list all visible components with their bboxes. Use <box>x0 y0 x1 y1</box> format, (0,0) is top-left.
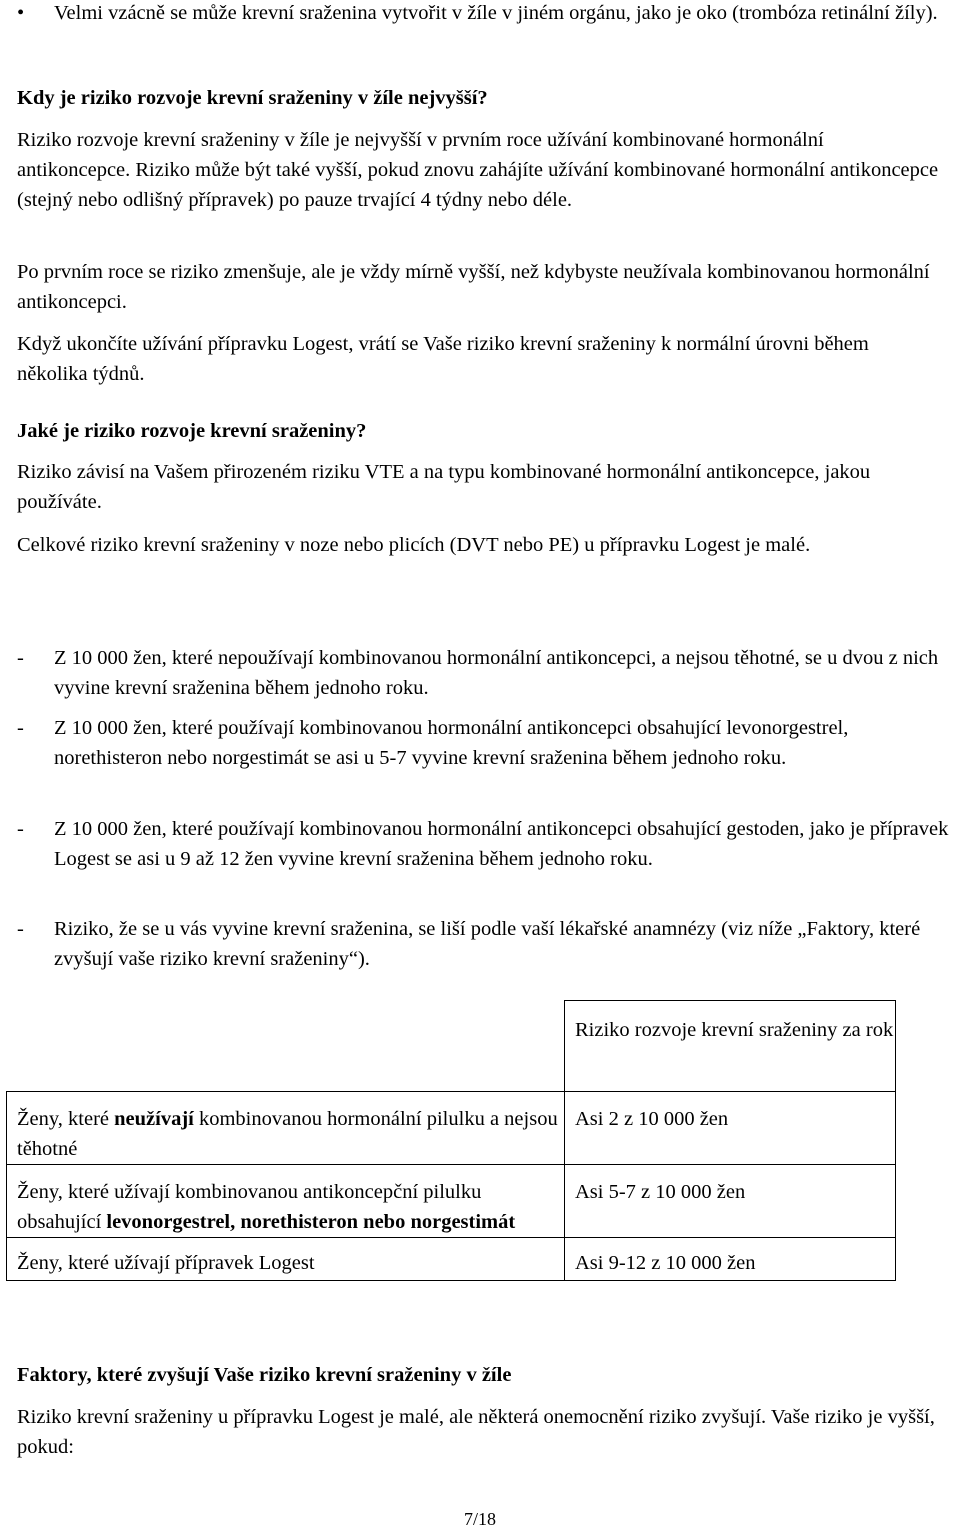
table-cell-risk: Asi 5-7 z 10 000 žen <box>565 1165 896 1238</box>
heading-risk-factors: Faktory, které zvyšují Vaše riziko krevní sraženiny v žíle <box>17 1364 512 1386</box>
paragraph-risk-stop: Když ukončíte užívání přípravku Logest, vrátí se Vaše riziko krevní sraženiny k normální úrovni během několika týdnů. <box>17 333 869 385</box>
paragraph-overall-risk: Celkové riziko krevní sraženiny v noze nebo plicích (DVT nebo PE) u přípravku Logest je malé. <box>17 534 811 556</box>
list-item-text: Riziko, že se u vás vyvine krevní sraženina, se liší podle vaší lékařské anamnézy (viz níže „Faktory, které zvyšují vaše riziko krevní sraženiny“). <box>54 918 921 970</box>
list-item-text: Z 10 000 žen, které nepoužívají kombinovanou hormonální antikoncepci, a nejsou těhotné, se u dvou z nich vyvine krevní sraženina během jednoho roku. <box>54 647 939 699</box>
table-cell-group: Ženy, které neužívají kombinovanou hormonální pilulku a nejsou těhotné <box>7 1092 565 1165</box>
dash-icon: - <box>17 717 24 739</box>
table-row <box>7 1238 896 1281</box>
paragraph-risk-factors-intro: Riziko krevní sraženiny u přípravku Logest je malé, ale některá onemocnění riziko zvyšují. Vaše riziko je vyšší, pokud: <box>17 1406 935 1458</box>
table-row <box>7 1092 896 1165</box>
page-number: 7/18 <box>463 1509 496 1529</box>
heading-highest-risk: Kdy je riziko rozvoje krevní sraženiny v žíle nejvyšší? <box>17 87 488 109</box>
dash-icon: - <box>17 647 24 669</box>
paragraph-risk-depends: Riziko závisí na Vašem přirozeném riziku VTE a na typu kombinované hormonální antikoncepce, jakou používáte. <box>17 461 871 513</box>
dash-icon: - <box>17 918 24 940</box>
paragraph-risk-after-first-year: Po prvním roce se riziko zmenšuje, ale je vždy mírně vyšší, než kdybyste neužívala kombinovanou hormonální antikoncepci. <box>17 261 930 313</box>
list-item-text: Z 10 000 žen, které používají kombinovanou hormonální antikoncepci obsahující gestoden, jako je přípravek Logest se asi u 9 až 12 žen vyvine krevní sraženina během jednoho roku. <box>54 818 949 870</box>
table-header-cell: Riziko rozvoje krevní sraženiny za rok <box>565 1001 896 1092</box>
table-row <box>7 1165 896 1238</box>
bullet-icon: • <box>17 2 25 24</box>
table-cell-group: Ženy, které užívají přípravek Logest <box>7 1238 565 1281</box>
table-cell-group: Ženy, které užívají kombinovanou antikoncepční pilulku obsahující levonorgestrel, norethisteron nebo norgestimát <box>7 1165 565 1238</box>
paragraph-risk-first-year: Riziko rozvoje krevní sraženiny v žíle je nejvyšší v prvním roce užívání kombinované hormonální antikoncepce. Riziko může být také vyšší, pokud znovu zahájíte užívání kombinované hormonální antikoncepce (stejný nebo odlišný přípravek) po pauze trvající 4 týdny nebo déle. <box>17 129 939 211</box>
table-cell-risk: Asi 9-12 z 10 000 žen <box>565 1238 896 1281</box>
table-header-row <box>7 1001 896 1092</box>
emphasis-text: levonorgestrel, norethisteron nebo norgestimát <box>106 1211 516 1233</box>
heading-what-is-risk: Jaké je riziko rozvoje krevní sraženiny? <box>17 420 367 442</box>
intro-bullet-text: Velmi vzácně se může krevní sraženina vytvořit v žíle v jiném orgánu, jako je oko (trombóza retinální žíly). <box>54 2 938 24</box>
risk-table <box>6 1000 896 1281</box>
list-item-text: Z 10 000 žen, které používají kombinovanou hormonální antikoncepci obsahující levonorgestrel, norethisteron nebo norgestimát se asi u 5-7 vyvine krevní sraženina během jednoho roku. <box>54 717 849 769</box>
table-cell-risk: Asi 2 z 10 000 žen <box>565 1092 896 1165</box>
dash-icon: - <box>17 818 24 840</box>
emphasis-text: neužívají <box>114 1108 194 1130</box>
